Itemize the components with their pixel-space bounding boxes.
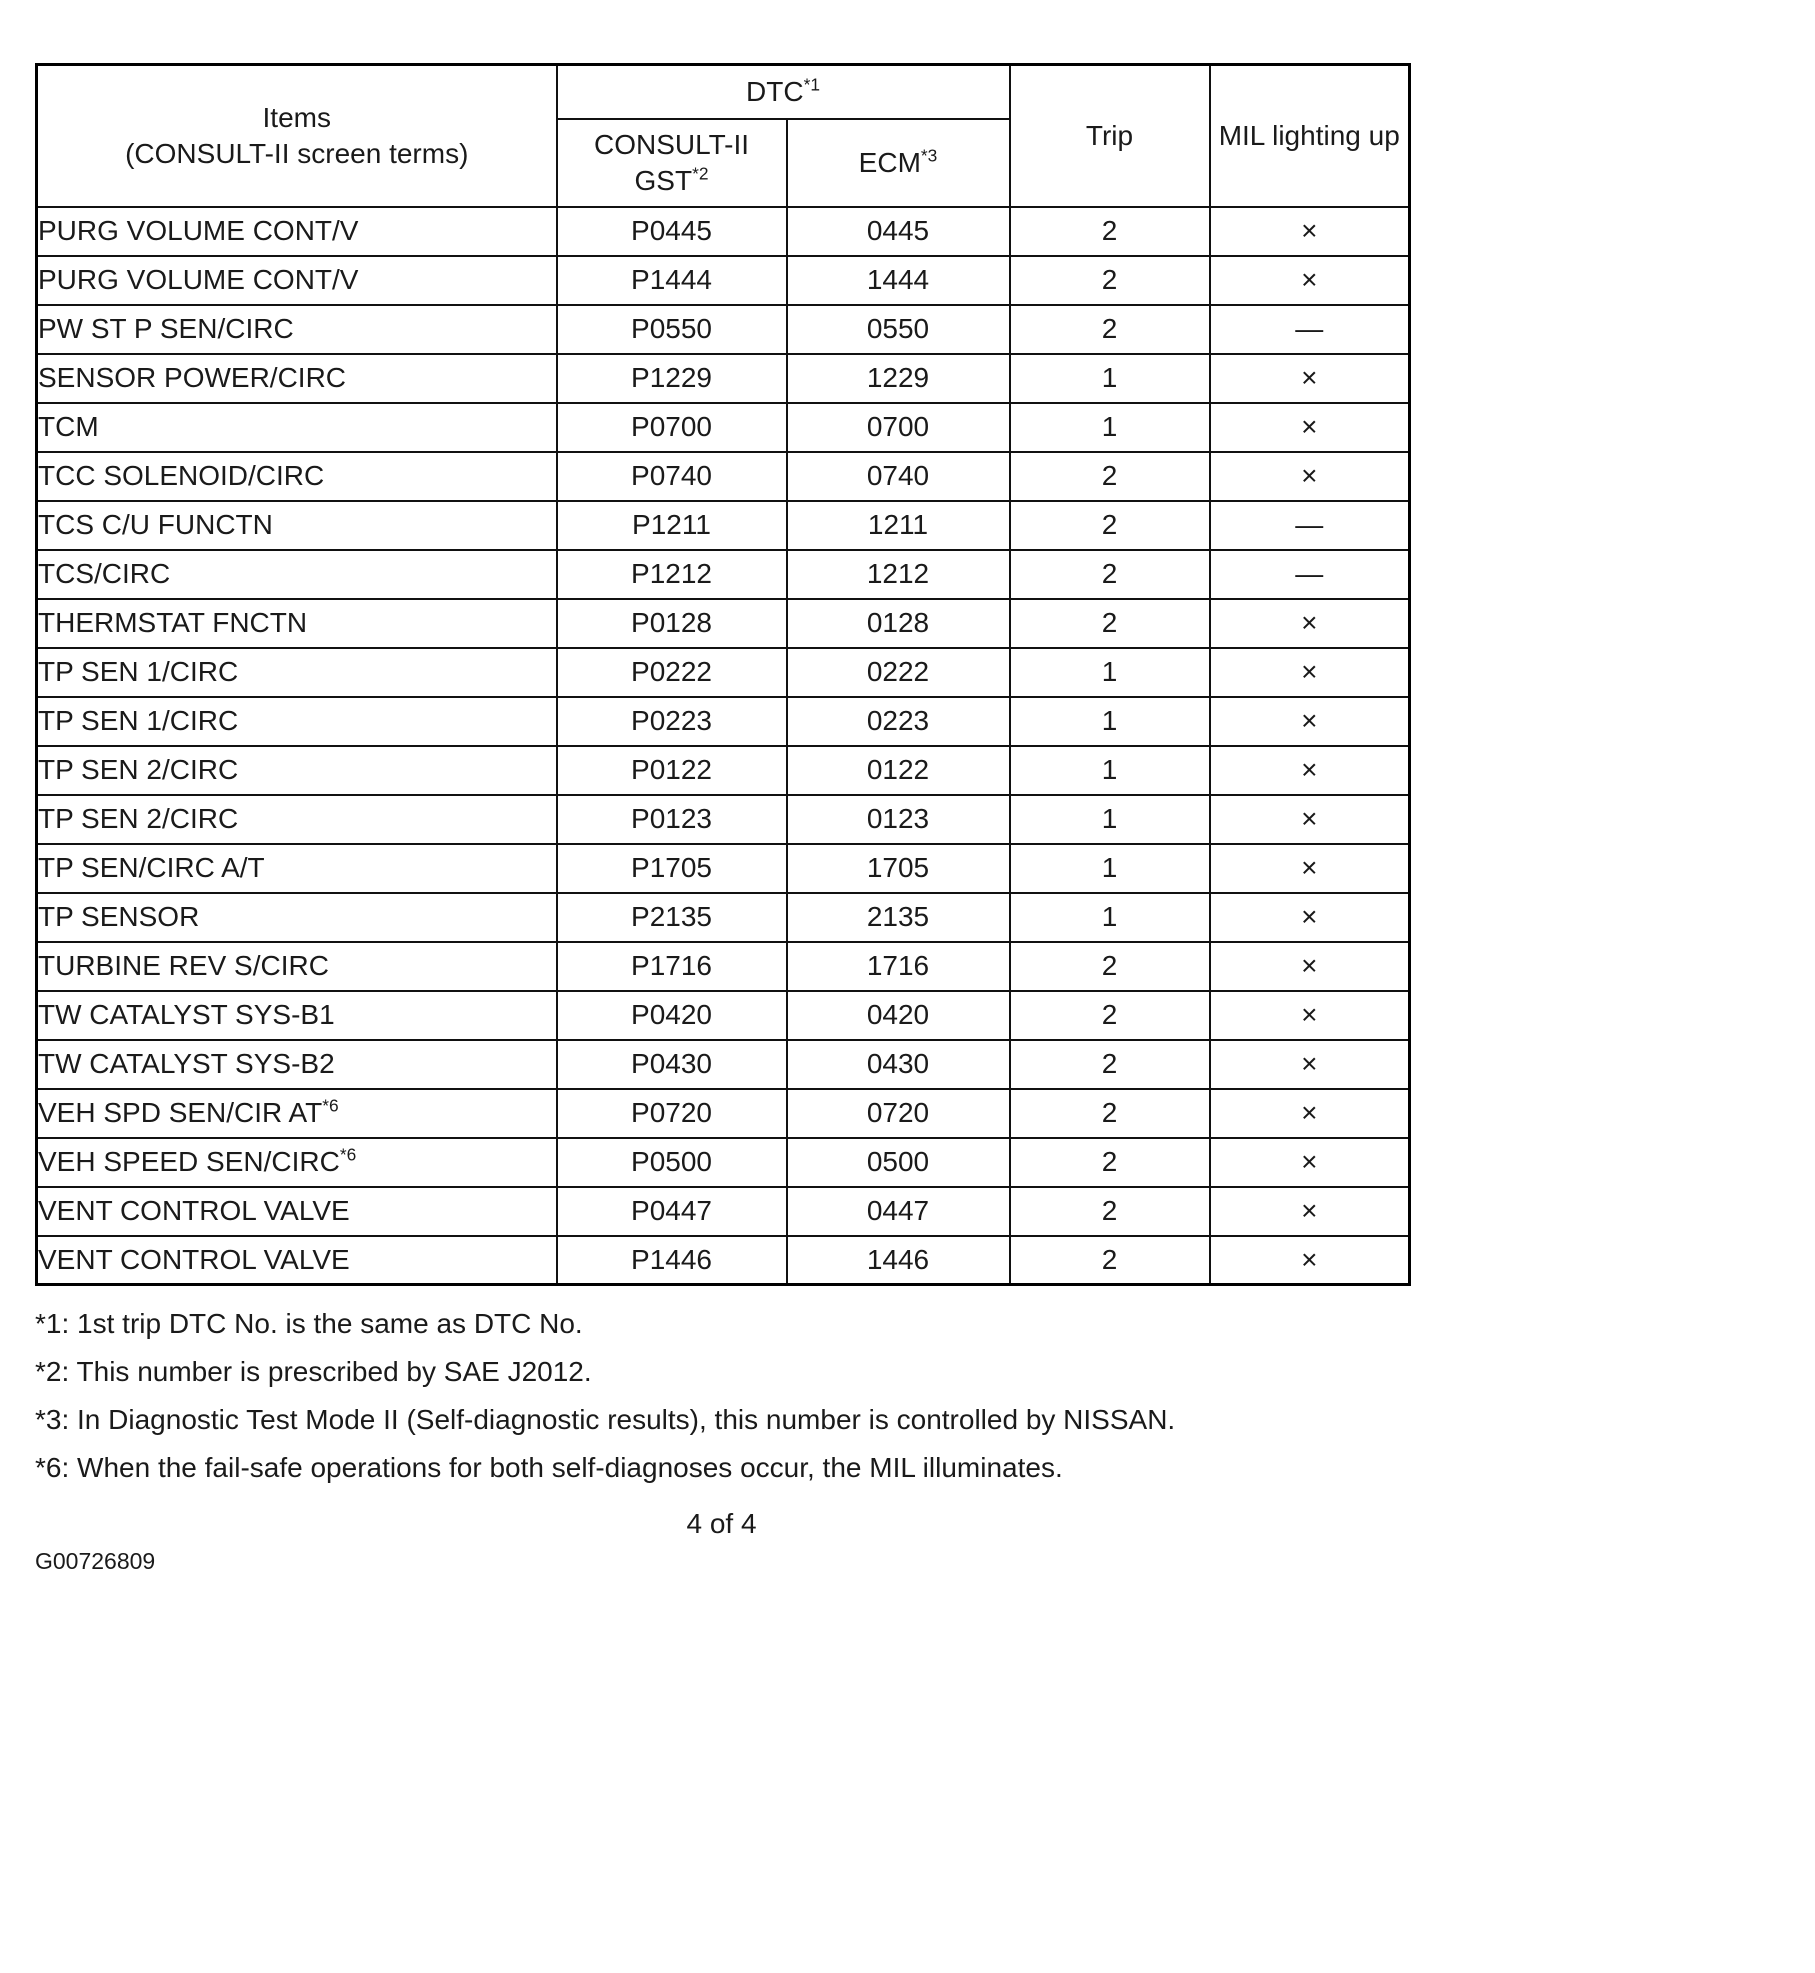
ecm-code: 0720 <box>787 1089 1010 1138</box>
item-label: TP SEN 2/CIRC <box>38 754 239 785</box>
gst-code: P0500 <box>557 1138 787 1187</box>
footnote: *2: This number is prescribed by SAE J2012. <box>35 1356 592 1387</box>
gst-code: P0447 <box>557 1187 787 1236</box>
gst-code: P0720 <box>557 1089 787 1138</box>
table-row <box>37 452 1410 501</box>
items-header-line2: (CONSULT-II screen terms) <box>125 137 469 169</box>
gst-code: P0420 <box>557 991 787 1040</box>
item-label: TW CATALYST SYS-B1 <box>38 999 335 1030</box>
ecm-code: 0740 <box>787 452 1010 501</box>
trip-count: 2 <box>1010 1040 1210 1089</box>
mil-mark: × <box>1210 452 1410 501</box>
gst-code: P0122 <box>557 746 787 795</box>
mil-mark: × <box>1210 1138 1410 1187</box>
trip-count: 1 <box>1010 746 1210 795</box>
trip-count: 2 <box>1010 1089 1210 1138</box>
trip-count: 1 <box>1010 844 1210 893</box>
gst-code: P0430 <box>557 1040 787 1089</box>
gst-code: P2135 <box>557 893 787 942</box>
ecm-code: 0128 <box>787 599 1010 648</box>
ecm-code: 1444 <box>787 256 1010 305</box>
ecm-code: 2135 <box>787 893 1010 942</box>
page-number: 4 of 4 <box>686 1508 757 1539</box>
trip-count: 2 <box>1010 1236 1210 1285</box>
col-header-trip: Trip <box>1010 65 1210 207</box>
ecm-code: 0222 <box>787 648 1010 697</box>
mil-mark: × <box>1210 403 1410 452</box>
table-row <box>37 501 1410 550</box>
mil-mark: × <box>1210 942 1410 991</box>
ecm-code: 0700 <box>787 403 1010 452</box>
trip-count: 2 <box>1010 501 1210 550</box>
footnote: *6: When the fail-safe operations for both self-diagnoses occur, the MIL illuminates. <box>35 1452 1063 1483</box>
trip-count: 2 <box>1010 452 1210 501</box>
mil-mark: × <box>1210 1187 1410 1236</box>
gst-code: P0700 <box>557 403 787 452</box>
trip-count: 2 <box>1010 207 1210 256</box>
table-row <box>37 1187 1410 1236</box>
mil-mark: × <box>1210 746 1410 795</box>
gst-code: P0740 <box>557 452 787 501</box>
ecm-code: 0500 <box>787 1138 1010 1187</box>
ecm-code: 0420 <box>787 991 1010 1040</box>
table-row <box>37 599 1410 648</box>
mil-mark: × <box>1210 697 1410 746</box>
gst-code: P1211 <box>557 501 787 550</box>
items-header-line1: Items <box>262 101 331 133</box>
table-row <box>37 403 1410 452</box>
trip-count: 2 <box>1010 942 1210 991</box>
item-footnote-ref: *6 <box>322 1095 339 1116</box>
ecm-code: 0445 <box>787 207 1010 256</box>
trip-count: 1 <box>1010 893 1210 942</box>
trip-count: 2 <box>1010 305 1210 354</box>
ecm-code: 1705 <box>787 844 1010 893</box>
mil-mark: × <box>1210 795 1410 844</box>
trip-count: 2 <box>1010 1138 1210 1187</box>
item-label: TP SENSOR <box>38 901 200 932</box>
col-header-consult-gst: CONSULT-II GST$^{*2}$ <box>557 119 787 207</box>
col-header-ecm: ECM$^{*3}$ <box>787 119 1010 207</box>
mil-mark: × <box>1210 893 1410 942</box>
dtc-table-header <box>37 65 1410 207</box>
ecm-code: 0223 <box>787 697 1010 746</box>
mil-mark: × <box>1210 207 1410 256</box>
table-row <box>37 1138 1410 1187</box>
item-label: TCS C/U FUNCTN <box>38 509 273 540</box>
table-row <box>37 991 1410 1040</box>
table-row <box>37 795 1410 844</box>
ecm-code: 1211 <box>787 501 1010 550</box>
item-label: VENT CONTROL VALVE <box>38 1195 350 1226</box>
mil-mark: × <box>1210 256 1410 305</box>
trip-count: 2 <box>1010 550 1210 599</box>
table-row <box>37 1040 1410 1089</box>
item-label: TCM <box>38 411 99 442</box>
gst-code: P1229 <box>557 354 787 403</box>
item-label: TP SEN 1/CIRC <box>38 656 239 687</box>
mil-mark: — <box>1210 305 1410 354</box>
ecm-code: 0447 <box>787 1187 1010 1236</box>
gst-code: P0223 <box>557 697 787 746</box>
item-label: VENT CONTROL VALVE <box>38 1243 350 1275</box>
ecm-code: 1716 <box>787 942 1010 991</box>
trip-count: 1 <box>1010 697 1210 746</box>
col-header-dtc: DTC$^{*1}$ <box>557 65 1010 119</box>
ecm-code: 0122 <box>787 746 1010 795</box>
gst-code: P1446 <box>557 1236 787 1285</box>
table-row <box>37 648 1410 697</box>
trip-count: 1 <box>1010 795 1210 844</box>
mil-mark: × <box>1210 648 1410 697</box>
dtc-footnote-ref: *1 <box>803 74 820 95</box>
dtc-table <box>35 63 1411 1286</box>
footnote: *1: 1st trip DTC No. is the same as DTC No. <box>35 1308 583 1339</box>
gst-footnote-ref: *2 <box>692 163 709 184</box>
mil-mark: × <box>1210 1089 1410 1138</box>
gst-code: P1716 <box>557 942 787 991</box>
ecm-code: 0430 <box>787 1040 1010 1089</box>
ecm-code: 0123 <box>787 795 1010 844</box>
table-row <box>37 893 1410 942</box>
mil-mark: × <box>1210 599 1410 648</box>
mil-mark: × <box>1210 354 1410 403</box>
item-label: PURG VOLUME CONT/V <box>38 264 359 295</box>
ecm-code: 1229 <box>787 354 1010 403</box>
footnotes <box>35 1300 1415 1492</box>
ecm-code: 1212 <box>787 550 1010 599</box>
gst-code: P1705 <box>557 844 787 893</box>
mil-mark: — <box>1210 550 1410 599</box>
item-label: VEH SPEED SEN/CIRC <box>38 1146 340 1177</box>
table-row <box>37 844 1410 893</box>
table-row <box>37 256 1410 305</box>
gst-code: P1444 <box>557 256 787 305</box>
manual-page-content <box>35 63 1415 1575</box>
gst-code: P0445 <box>557 207 787 256</box>
gst-code: P1212 <box>557 550 787 599</box>
item-footnote-ref: *6 <box>339 1144 357 1165</box>
mil-mark: — <box>1210 501 1410 550</box>
table-row <box>37 1089 1410 1138</box>
trip-count: 1 <box>1010 403 1210 452</box>
item-label: TP SEN/CIRC A/T <box>38 852 265 883</box>
ecm-code: 0550 <box>787 305 1010 354</box>
trip-count: 1 <box>1010 648 1210 697</box>
trip-count: 1 <box>1010 354 1210 403</box>
item-label: TCS/CIRC <box>38 558 171 589</box>
table-row <box>37 207 1410 256</box>
table-row <box>37 550 1410 599</box>
gst-code: P0222 <box>557 648 787 697</box>
gst-code: P0128 <box>557 599 787 648</box>
footnote: *3: In Diagnostic Test Mode II (Self-diagnostic results), this number is controlled by NISSAN. <box>35 1404 1176 1435</box>
item-label: TURBINE REV S/CIRC <box>38 950 329 981</box>
trip-count: 2 <box>1010 599 1210 648</box>
mil-mark: × <box>1210 1236 1410 1285</box>
item-label: SENSOR POWER/CIRC <box>38 362 347 393</box>
ecm-footnote-ref: *3 <box>920 145 938 166</box>
table-row <box>37 305 1410 354</box>
ecm-code: 1446 <box>787 1236 1010 1285</box>
table-body <box>37 207 1410 1285</box>
trip-count: 2 <box>1010 991 1210 1040</box>
trip-count: 2 <box>1010 256 1210 305</box>
gst-code: P0550 <box>557 305 787 354</box>
table-row <box>37 1236 1410 1285</box>
item-label: TP SEN 1/CIRC <box>38 705 239 736</box>
item-label: THERMSTAT FNCTN <box>38 607 308 638</box>
col-header-mil: MIL lighting up <box>1210 65 1410 207</box>
item-label: VEH SPD SEN/CIR AT <box>38 1097 323 1128</box>
item-label: TW CATALYST SYS-B2 <box>38 1048 335 1079</box>
mil-mark: × <box>1210 1040 1410 1089</box>
figure-id: G00726809 <box>35 1548 156 1574</box>
col-header-items <box>37 65 557 207</box>
table-row <box>37 746 1410 795</box>
item-label: TP SEN 2/CIRC <box>38 803 239 834</box>
item-label: PURG VOLUME CONT/V <box>38 215 359 246</box>
mil-mark: × <box>1210 844 1410 893</box>
item-label: PW ST P SEN/CIRC <box>38 313 294 344</box>
mil-mark: × <box>1210 991 1410 1040</box>
table-row <box>37 354 1410 403</box>
item-label: TCC SOLENOID/CIRC <box>38 460 325 491</box>
gst-code: P0123 <box>557 795 787 844</box>
trip-count: 2 <box>1010 1187 1210 1236</box>
table-row <box>37 942 1410 991</box>
table-row <box>37 697 1410 746</box>
